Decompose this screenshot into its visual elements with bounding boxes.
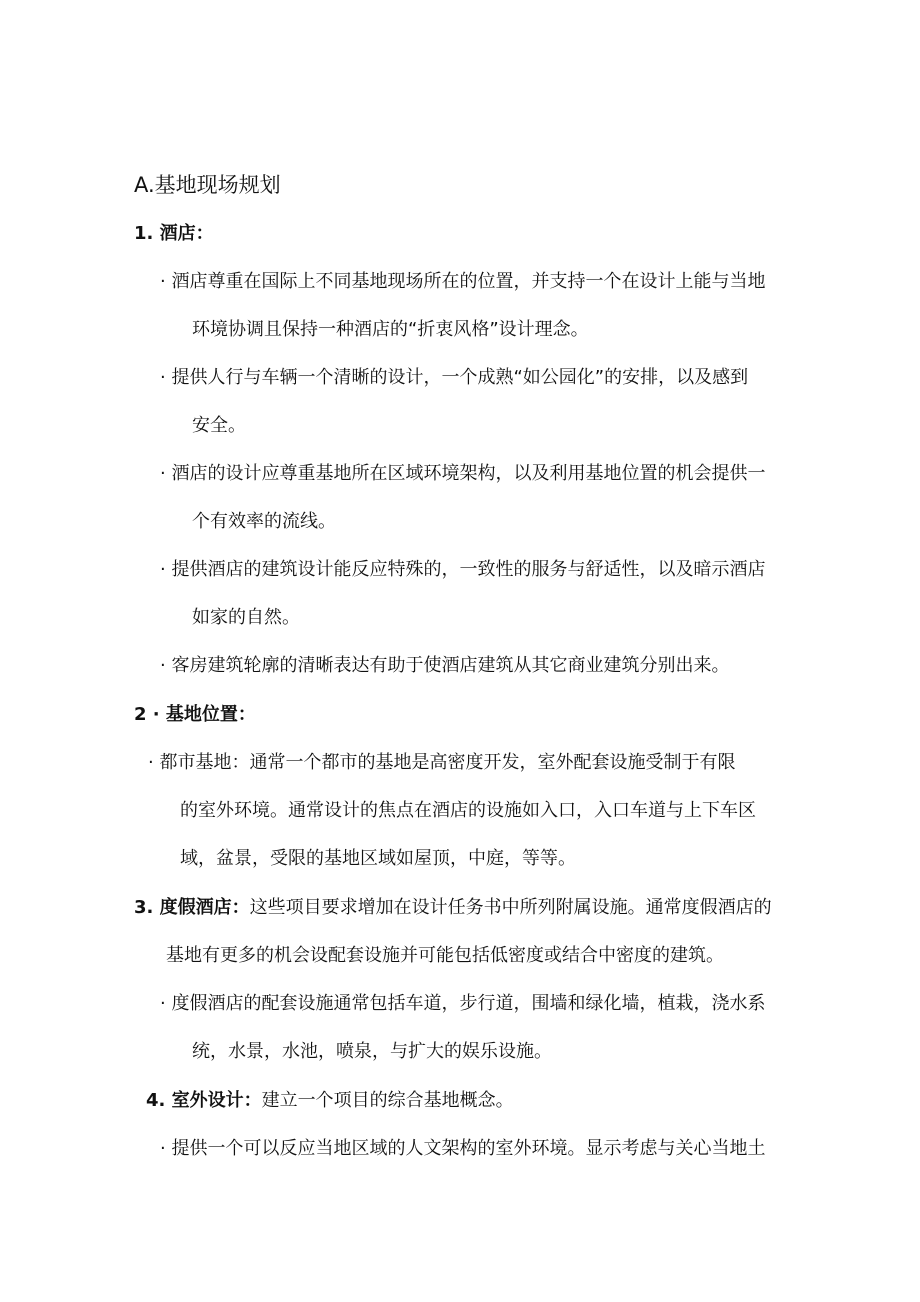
section-intro-text: 这些项目要求增加在设计任务书中所列附属设施。通常度假酒店的	[249, 897, 772, 918]
bullet-text-line: · 酒店的设计应尊重基地所在区域环境架构，以及利用基地位置的机会提供一	[160, 463, 766, 484]
bullet-text-line: · 提供一个可以反应当地区域的人文架构的室外环境。显示考虑与关心当地土	[160, 1138, 766, 1159]
page-title: A.基地现场规划	[134, 173, 281, 197]
paragraph-line	[134, 896, 772, 920]
paragraph-line	[146, 1089, 514, 1113]
section-heading-hotel: 1. 酒店：	[134, 223, 214, 244]
bullet-text-line: · 提供酒店的建筑设计能反应特殊的，一致性的服务与舒适性，以及暗示酒店	[160, 559, 766, 580]
bullet-text-line: 个有效率的流线。	[192, 511, 336, 532]
bullet-text-line: 如家的自然。	[192, 607, 300, 628]
section-heading-site-location: 2 · 基地位置：	[134, 704, 256, 725]
bullet-text-line: · 酒店尊重在国际上不同基地现场所在的位置，并支持一个在设计上能与当地	[160, 271, 766, 292]
bullet-text-line: · 客房建筑轮廓的清晰表达有助于使酒店建筑从其它商业建筑分别出来。	[160, 655, 730, 676]
paragraph-line: 基地有更多的机会设配套设施并可能包括低密度或结合中密度的建筑。	[166, 945, 724, 966]
bullet-text-line: · 都市基地：通常一个都市的基地是高密度开发，室外配套设施受制于有限	[148, 752, 736, 773]
section-heading-exterior-design: 4. 室外设计：	[146, 1090, 262, 1111]
section-intro-text: 建立一个项目的综合基地概念。	[261, 1090, 514, 1111]
section-heading-resort: 3. 度假酒店：	[134, 897, 250, 918]
bullet-text-line: · 度假酒店的配套设施通常包括车道，步行道，围墙和绿化墙，植栽，浇水系	[160, 993, 766, 1014]
bullet-text-line: 的室外环境。通常设计的焦点在酒店的设施如入口，入口车道与上下车区	[180, 800, 756, 821]
bullet-text-line: 环境协调且保持一种酒店的“折衷风格”设计理念。	[192, 319, 589, 340]
bullet-text-line: 域，盆景，受限的基地区域如屋顶，中庭，等等。	[180, 848, 576, 869]
bullet-text-line: 统，水景，水池，喷泉，与扩大的娱乐设施。	[192, 1041, 552, 1062]
bullet-text-line: 安全。	[192, 415, 246, 436]
bullet-text-line: · 提供人行与车辆一个清晰的设计，一个成熟“如公园化”的安排，以及感到	[160, 367, 749, 388]
